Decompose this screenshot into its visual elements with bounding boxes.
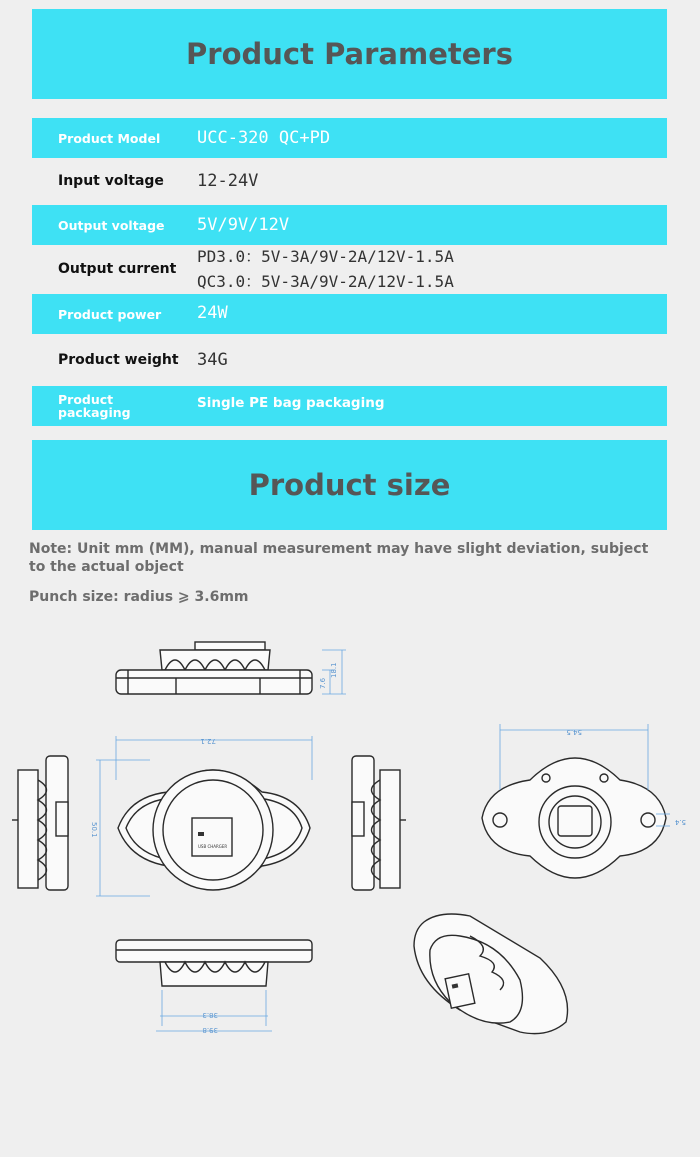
side-view-top (116, 642, 346, 694)
param-value: 24W (197, 303, 228, 323)
param-row-output-current (32, 245, 667, 293)
dim-height-base: 7.6 (319, 677, 327, 689)
size-title: Product size (248, 468, 451, 502)
param-value-line: PD3.0：5V-3A/9V-2A/12V-1.5A (197, 247, 454, 266)
param-value (197, 245, 454, 293)
param-label: Product weight (58, 351, 179, 368)
param-row-power (32, 294, 667, 334)
front-view (90, 736, 312, 896)
dim-length: 72.1 (200, 737, 216, 745)
param-value: Single PE bag packaging (197, 395, 385, 411)
parameters-banner (32, 9, 667, 99)
param-label: Input voltage (58, 172, 164, 189)
param-row-weight (32, 336, 667, 384)
param-label: Output current (58, 260, 177, 277)
parameters-title: Product Parameters (186, 37, 513, 71)
dim-inner-diameter: 38.3 (202, 1011, 218, 1019)
perspective-view (414, 914, 568, 1034)
param-value: 34G (197, 350, 228, 370)
size-banner (32, 440, 667, 530)
param-label: Output voltage (58, 217, 165, 233)
technical-drawing (0, 620, 700, 1050)
param-label: Product power (58, 306, 162, 322)
param-value-line: QC3.0：5V-3A/9V-2A/12V-1.5A (197, 272, 454, 291)
bottom-view (482, 724, 686, 878)
side-view-bottom (116, 940, 312, 1034)
param-value: 5V/9V/12V (197, 215, 290, 235)
unit-note: Note: Unit mm (MM), manual measurement may have slight deviation, subject to the actual object (29, 541, 649, 575)
dim-hole-spacing: 54.5 (566, 728, 582, 736)
param-row-packaging (32, 386, 667, 426)
param-value: 12-24V (197, 171, 259, 191)
dim-height-total: 18.1 (330, 662, 338, 678)
dim-outer-diameter: 39.8 (202, 1026, 218, 1034)
param-value: UCC-320 QC+PD (197, 128, 331, 148)
dim-width: 50.1 (90, 822, 98, 838)
param-label: Product packaging (58, 392, 131, 420)
param-row-input-voltage (32, 158, 667, 204)
dim-hole-offset: 5.4 (674, 818, 686, 826)
side-view-right (352, 756, 406, 890)
usb-label: USB CHARGER (198, 844, 228, 849)
param-label: Product Model (58, 130, 161, 146)
param-row-model (32, 118, 667, 158)
side-view-left (12, 756, 68, 890)
param-row-output-voltage (32, 205, 667, 245)
punch-note: Punch size: radius ⩾ 3.6mm (29, 589, 249, 605)
